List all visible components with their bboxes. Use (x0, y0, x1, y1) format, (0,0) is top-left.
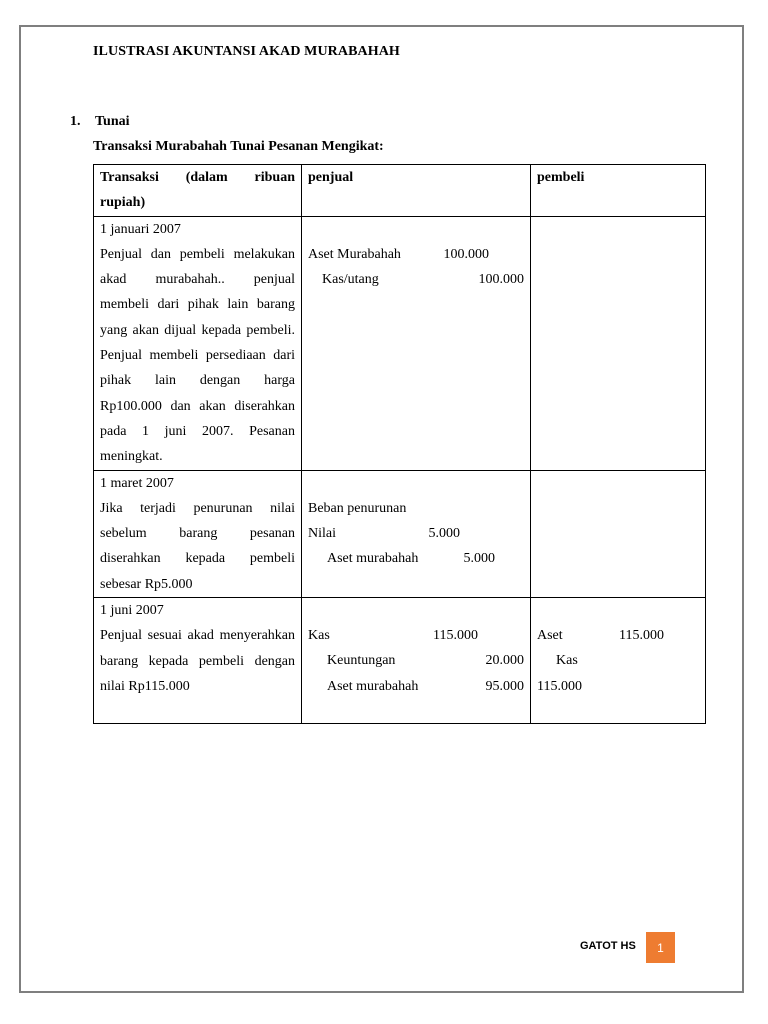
document-title: ILUSTRASI AKUNTANSI AKAD MURABAHAH (93, 44, 400, 59)
entry-account: Aset murabahah (327, 678, 419, 694)
row-description: Jika terjadi penurunan nilai sebelum barang pesanan diserahkan kepada pembeli sebesar Rp5.000 (100, 500, 295, 592)
entry-amount: 115.000 (433, 628, 478, 644)
journal-entry (308, 648, 524, 673)
journal-entry (308, 267, 524, 292)
footer-author: GATOT HS (580, 940, 636, 952)
row-date: 1 maret 2007 (100, 475, 174, 491)
table-row (94, 598, 706, 724)
page-number-badge: 1 (646, 932, 675, 963)
entry-amount: 5.000 (463, 551, 495, 567)
table-row (94, 216, 706, 470)
entry-amount: 115.000 (619, 628, 664, 644)
entry-account: Beban penurunan (308, 500, 407, 516)
header-transaksi-line1: Transaksi (dalam ribuan (100, 170, 295, 185)
entry-account: Kas (556, 653, 578, 669)
transaksi-cell (94, 470, 302, 597)
pembeli-cell (531, 470, 706, 597)
header-transaksi-line2: rupiah) (100, 195, 146, 211)
table-header-row (94, 165, 706, 217)
row-description: Penjual dan pembeli melakukan akad murabahah.. penjual membeli dari pihak lain barang yang akan dijual kepada pembeli. Penjual membeli persediaan dari pihak lain dengan harga Rp100.000 dan akan diserahkan pada 1 juni 2007. Pesanan meningkat. (100, 246, 295, 465)
journal-entry (308, 496, 524, 521)
pembeli-cell (531, 598, 706, 724)
entry-amount: 20.000 (485, 653, 524, 669)
entry-account: Kas/utang (322, 271, 379, 287)
penjual-cell (302, 470, 531, 597)
entry-account: 115.000 (537, 678, 582, 694)
section-number: 1. (70, 114, 81, 129)
table-row (94, 470, 706, 597)
journal-entry (537, 623, 699, 648)
entry-account: Keuntungan (327, 653, 396, 669)
entry-account: Nilai (308, 525, 336, 541)
entry-account: Aset murabahah (327, 551, 419, 567)
entry-account: Aset (537, 628, 563, 644)
entry-amount: 95.000 (485, 678, 524, 694)
header-transaksi (94, 165, 302, 217)
entry-amount: 100.000 (443, 246, 489, 262)
row-date: 1 juni 2007 (100, 603, 164, 619)
penjual-cell (302, 598, 531, 724)
journal-table (93, 164, 706, 724)
journal-entry (537, 674, 699, 699)
journal-entry (537, 648, 699, 673)
table-subtitle: Transaksi Murabahah Tunai Pesanan Mengikat: (93, 139, 384, 154)
pembeli-cell (531, 216, 706, 470)
header-penjual: penjual (302, 165, 531, 217)
penjual-cell (302, 216, 531, 470)
journal-entry (308, 242, 524, 267)
section-title: Tunai (95, 114, 130, 129)
section-heading (70, 114, 130, 130)
journal-entry (308, 623, 524, 648)
journal-entry (308, 521, 524, 546)
entry-amount: 100.000 (478, 271, 524, 287)
transaksi-cell (94, 598, 302, 724)
header-pembeli: pembeli (531, 165, 706, 217)
row-date: 1 januari 2007 (100, 221, 181, 237)
row-description: Penjual sesuai akad menyerahkan barang kepada pembeli dengan nilai Rp115.000 (100, 628, 295, 694)
journal-entry (308, 546, 524, 571)
entry-account: Kas (308, 628, 330, 644)
entry-amount: 5.000 (428, 525, 460, 541)
transaksi-cell (94, 216, 302, 470)
entry-account: Aset Murabahah (308, 246, 401, 262)
journal-entry (308, 674, 524, 699)
